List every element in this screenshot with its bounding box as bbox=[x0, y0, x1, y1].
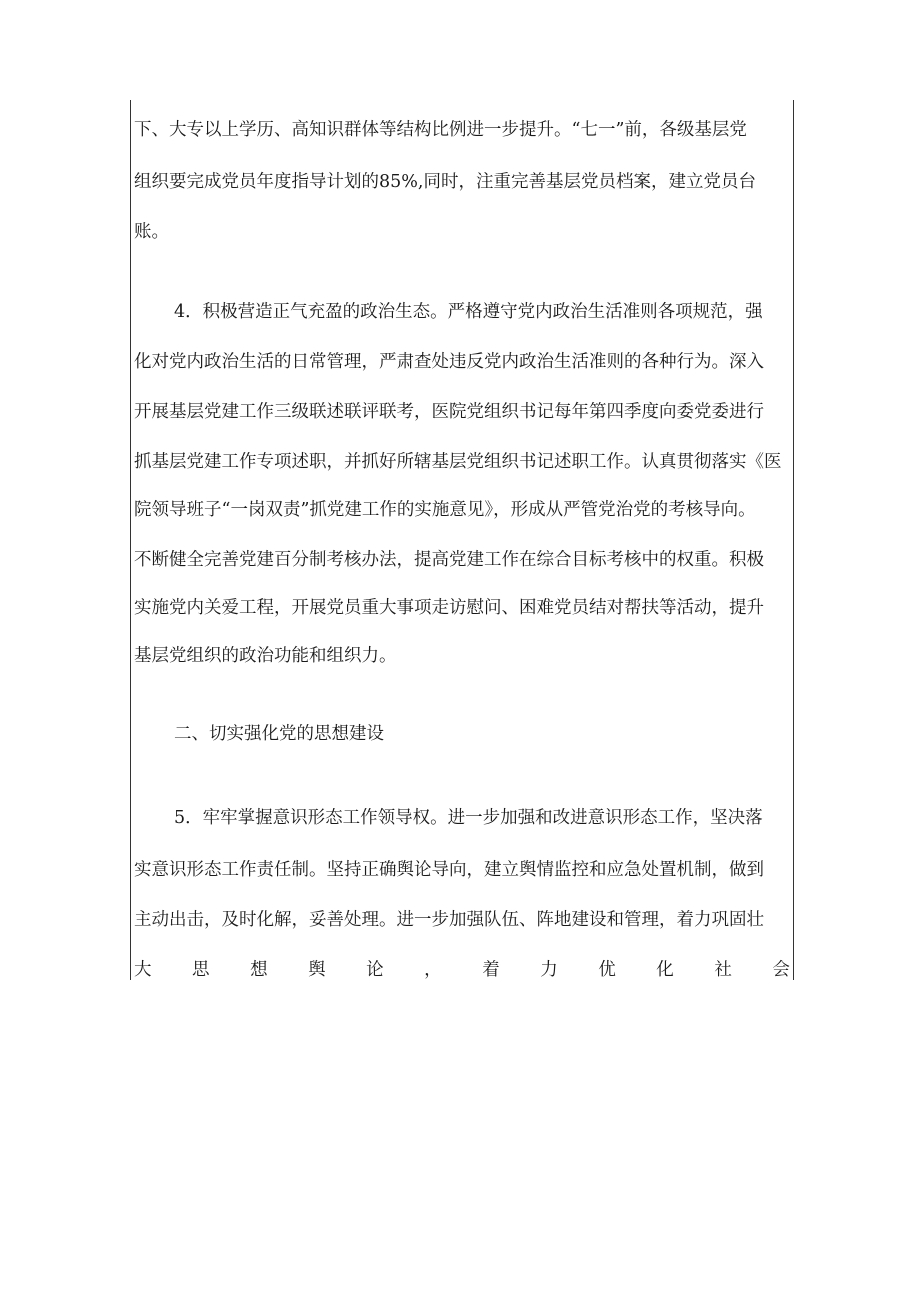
text-line: 开展基层党建工作三级联述联评联考，医院党组织书记每年第四季度向委党委进行 bbox=[134, 402, 764, 422]
char: 大 bbox=[134, 960, 152, 980]
text-line: 不断健全完善党建百分制考核办法，提高党建工作在综合目标考核中的权重。积极 bbox=[134, 550, 764, 570]
text-line: 4．积极营造正气充盈的政治生态。严格遵守党内政治生活准则各项规范，强 bbox=[174, 302, 763, 322]
char: 思 bbox=[192, 960, 210, 980]
char: 优 bbox=[598, 960, 616, 980]
char: 社 bbox=[714, 960, 732, 980]
section-heading: 二、切实强化党的思想建设 bbox=[174, 724, 384, 744]
text-line: 实意识形态工作责任制。坚持正确舆论导向，建立舆情监控和应急处置机制，做到 bbox=[134, 860, 764, 880]
text-line: 院领导班子“一岗双责”抓党建工作的实施意见》，形成从严管党治党的考核导向。 bbox=[134, 500, 756, 520]
char: 力 bbox=[540, 960, 558, 980]
text-line: 5．牢牢掌握意识形态工作领导权。进一步加强和改进意识形态工作，坚决落 bbox=[174, 808, 763, 828]
text-line: 实施党内关爱工程，开展党员重大事项走访慰问、困难党员结对帮扶等活动，提升 bbox=[134, 598, 764, 618]
char: 化 bbox=[656, 960, 674, 980]
char: 着 bbox=[482, 960, 500, 980]
char: ， bbox=[424, 960, 442, 980]
text-line: 主动出击，及时化解，妥善处理。进一步加强队伍、阵地建设和管理，着力巩固壮 bbox=[134, 910, 764, 930]
char: 会 bbox=[772, 960, 790, 980]
justified-line bbox=[134, 960, 790, 980]
table-cell-border bbox=[130, 100, 794, 980]
text-line: 化对党内政治生活的日常管理，严肃查处违反党内政治生活准则的各种行为。深入 bbox=[134, 352, 764, 372]
text-line: 账。 bbox=[134, 222, 169, 242]
text-line: 下、大专以上学历、高知识群体等结构比例进一步提升。“七一”前，各级基层党 bbox=[134, 120, 747, 140]
char: 论 bbox=[366, 960, 384, 980]
text-line: 组织要完成党员年度指导计划的85%,同时，注重完善基层党员档案，建立党员台 bbox=[134, 172, 756, 192]
text-line: 抓基层党建工作专项述职，并抓好所辖基层党组织书记述职工作。认真贯彻落实《医 bbox=[134, 452, 782, 472]
char: 舆 bbox=[308, 960, 326, 980]
char: 想 bbox=[250, 960, 268, 980]
text-line: 基层党组织的政治功能和组织力。 bbox=[134, 646, 397, 666]
